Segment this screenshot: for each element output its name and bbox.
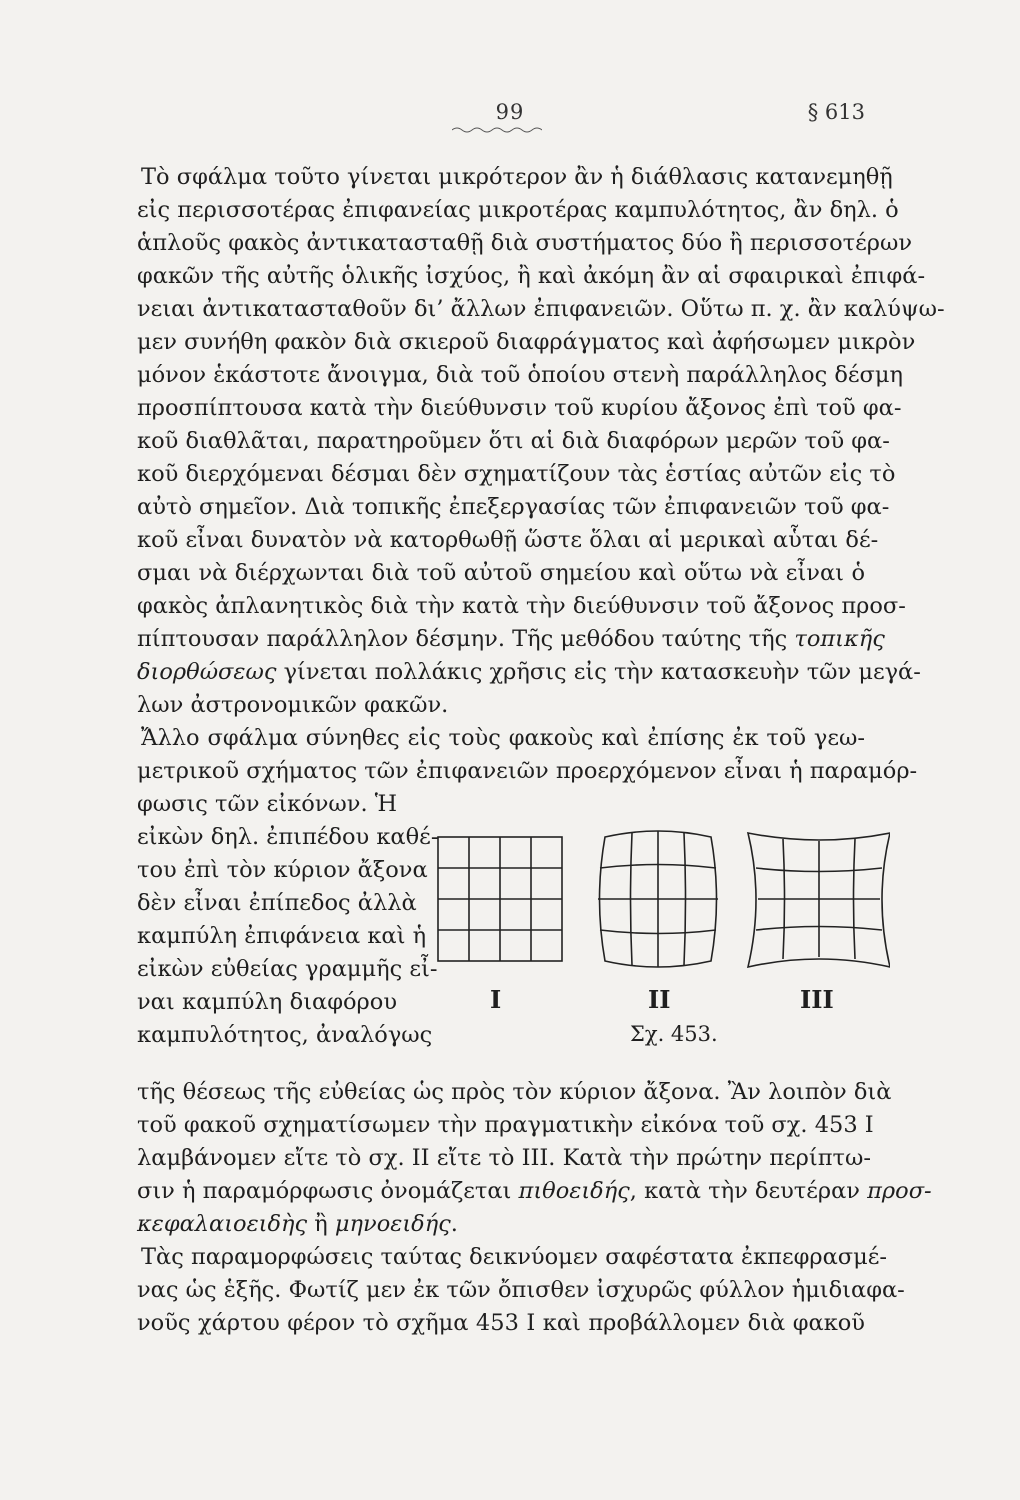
side-text-line: του ἐπὶ τὸν κύριον ἄξονα xyxy=(137,857,428,883)
text-line: Τὰς παραμορφώσεις ταύτας δεικνύομεν σαφέστατα ἐκπεφρασμέ- xyxy=(141,1244,888,1270)
grid-figure-I xyxy=(438,837,562,961)
text-line: μετρικοῦ σχήματος τῶν ἐπιφανειῶν προερχόμενον εἶναι ἡ παραμόρ- xyxy=(137,758,918,784)
italic-term: κεφαλαιοειδὴς xyxy=(137,1211,308,1237)
text-line: τῆς θέσεως τῆς εὐθείας ὡς πρὸς τὸν κύριον ἄξονα. Ἂν λοιπὸν διὰ xyxy=(137,1079,892,1105)
italic-term: πιθοειδής xyxy=(518,1178,630,1204)
italic-term: μηνοειδής xyxy=(334,1211,451,1237)
italic-term: προσ- xyxy=(867,1178,932,1204)
side-text-line: εἰκὼν δηλ. ἐπιπέδου καθέ- xyxy=(137,824,439,850)
text-line: Ἄλλο σφάλμα σύνηθες εἰς τοὺς φακοὺς καὶ ἐπίσης ἐκ τοῦ γεω- xyxy=(141,725,865,751)
text-line: προσπίπτουσα κατὰ τὴν διεύθυνσιν τοῦ κυρίου ἄξονος ἐπὶ τοῦ φα- xyxy=(137,395,902,421)
text-line: λαμβάνομεν εἴτε τὸ σχ. ΙΙ εἴτε τὸ ΙΙΙ. Κατὰ τὴν πρώτην περίπτω- xyxy=(137,1145,871,1171)
text-line: εἰς περισσοτέρας ἐπιφανείας μικροτέρας καμπυλότητος, ἂν δηλ. ὁ xyxy=(137,197,899,223)
side-text-line: ναι καμπύλη διαφόρου xyxy=(137,989,397,1015)
text-line: λων ἀστρονομικῶν φακῶν. xyxy=(137,692,449,718)
text-line: νας ὡς ἑξῆς. Φωτίζ μεν ἐκ τῶν ὄπισθεν ἰσχυρῶς φύλλον ἡμιδιαφα- xyxy=(137,1277,905,1303)
header-ornament xyxy=(452,126,542,134)
grid-figure-III xyxy=(748,833,890,967)
text-line: φακὸς ἀπλανητικὸς διὰ τὴν κατὰ τὴν διεύθυνσιν τοῦ ἄξονος προσ- xyxy=(137,593,906,619)
text-line: τοῦ φακοῦ σχηματίσωμεν τὴν πραγματικὴν εἰκόνα τοῦ σχ. 453 Ι xyxy=(137,1112,874,1138)
text-line: σμαι νὰ διέρχωνται διὰ τοῦ αὐτοῦ σημείου καὶ οὕτω νὰ εἶναι ὁ xyxy=(137,560,865,586)
text-line: φωσις τῶν εἰκόνων. Ἡ xyxy=(137,791,398,817)
text-line: ἁπλοῦς φακὸς ἀντικατασταθῇ διὰ συστήματος δύο ἢ περισσοτέρων xyxy=(137,230,913,256)
text-span: γίνεται πολλάκις χρῆσις εἰς τὴν κατασκευὴν τῶν μεγά- xyxy=(276,659,921,685)
text-line xyxy=(137,657,921,687)
text-span: σιν ἡ παραμόρφωσις ὀνομάζεται xyxy=(137,1178,519,1204)
text-line: Τὸ σφάλμα τοῦτο γίνεται μικρότερον ἂν ἡ διάθλασις κατανεμηθῇ xyxy=(141,164,893,190)
section-number: § 613 xyxy=(807,100,865,124)
figure-caption: Σχ. 453. xyxy=(630,1022,718,1046)
side-text-line: καμπυλότητος, ἀναλόγως xyxy=(137,1022,433,1048)
text-span: ἢ xyxy=(307,1211,335,1237)
text-line: μόνον ἑκάστοτε ἄνοιγμα, διὰ τοῦ ὁποίου στενὴ παράλληλος δέσμη xyxy=(137,362,903,388)
side-text-line: καμπύλη ἐπιφάνεια καὶ ἡ xyxy=(137,923,427,949)
text-line: αὐτὸ σημεῖον. Διὰ τοπικῆς ἐπεξεργασίας τῶν ἐπιφανειῶν τοῦ φα- xyxy=(137,494,890,520)
figure-label-II: II xyxy=(648,985,671,1014)
page-number: 99 xyxy=(495,100,525,124)
side-text-line: δὲν εἶναι ἐπίπεδος ἀλλὰ xyxy=(137,890,417,916)
text-line: μεν συνήθη φακὸν διὰ σκιεροῦ διαφράγματος καὶ ἀφήσωμεν μικρὸν xyxy=(137,329,916,355)
text-line xyxy=(137,624,885,654)
text-line xyxy=(137,1209,865,1239)
grid-figure-II xyxy=(598,831,718,967)
text-line xyxy=(137,1176,932,1206)
italic-term: διορθώσεως xyxy=(137,659,277,685)
italic-term: τοπικῆς xyxy=(794,626,885,652)
text-span: , κατὰ τὴν δευτέραν xyxy=(629,1178,868,1204)
figure-label-I: I xyxy=(490,985,502,1014)
side-text-line: εἰκὼν εὐθείας γραμμῆς εἶ- xyxy=(137,956,438,982)
text-line: νοῦς χάρτου φέρον τὸ σχῆμα 453 Ι καὶ προβάλλομεν διὰ φακοῦ xyxy=(137,1310,865,1336)
distortion-figure xyxy=(430,825,890,995)
text-line: κοῦ διερχόμεναι δέσμαι δὲν σχηματίζουν τὰς ἑστίας αὐτῶν εἰς τὸ xyxy=(137,461,896,487)
text-line: νειαι ἀντικατασταθοῦν δι’ ἄλλων ἐπιφανειῶν. Οὕτω π. χ. ἂν καλύψω- xyxy=(137,296,945,322)
text-line: κοῦ εἶναι δυνατὸν νὰ κατορθωθῇ ὥστε ὅλαι αἱ μερικαὶ αὗται δέ- xyxy=(137,527,879,553)
text-span: . xyxy=(450,1211,458,1237)
text-line: φακῶν τῆς αὐτῆς ὁλικῆς ἰσχύος, ἢ καὶ ἀκόμη ἂν αἱ σφαιρικαὶ ἐπιφά- xyxy=(137,263,926,289)
text-line: κοῦ διαθλᾶται, παρατηροῦμεν ὅτι αἱ διὰ διαφόρων μερῶν τοῦ φα- xyxy=(137,428,890,454)
figure-label-III: III xyxy=(800,985,834,1014)
text-span: πίπτουσαν παράλληλον δέσμην. Τῆς μεθόδου ταύτης τῆς xyxy=(137,626,788,652)
